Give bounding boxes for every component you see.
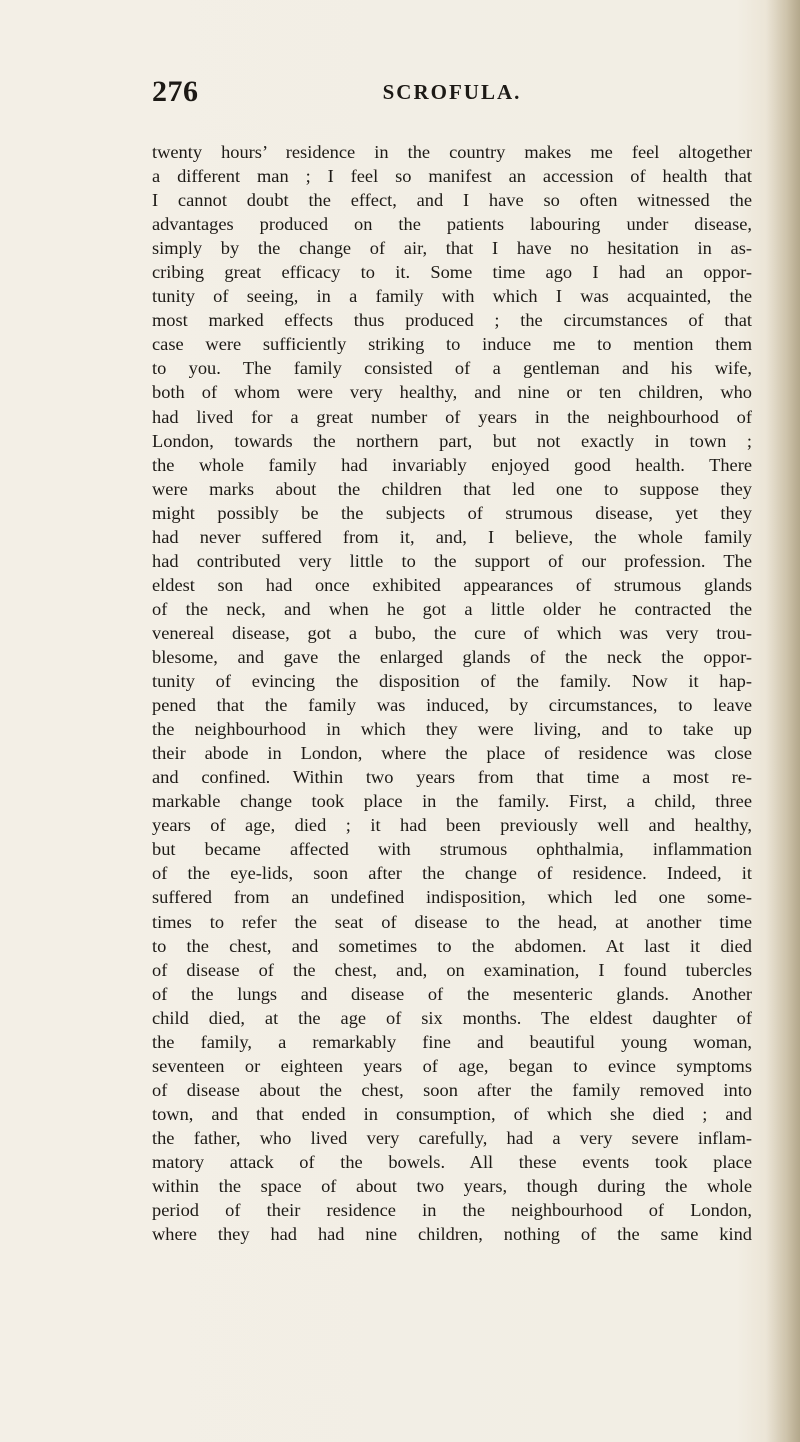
- text-line: within the space of about two years, though during the whole: [152, 1176, 752, 1197]
- text-line: but became affected with strumous ophthalmia, inflammation: [152, 839, 752, 860]
- text-line: the family, a remarkably fine and beautiful young woman,: [152, 1031, 752, 1052]
- text-line: London, towards the northern part, but not exactly in town ;: [152, 430, 752, 451]
- text-line: tunity of evincing the disposition of the family. Now it hap-: [152, 671, 752, 692]
- text-line: child died, at the age of six months. The eldest daughter of: [152, 1007, 752, 1028]
- text-line: both of whom were very healthy, and nine or ten children, who: [152, 382, 752, 403]
- text-line: markable change took place in the family. First, a child, three: [152, 791, 752, 812]
- text-line: pened that the family was induced, by circumstances, to leave: [152, 695, 752, 716]
- text-line: tunity of seeing, in a family with which I was acquainted, the: [152, 286, 752, 307]
- body-text: [152, 140, 752, 1246]
- text-line: the father, who lived very carefully, had a very severe inflam-: [152, 1127, 752, 1148]
- text-line: of disease about the chest, soon after the family removed into: [152, 1079, 752, 1100]
- text-line: of disease of the chest, and, on examination, I found tubercles: [152, 959, 752, 980]
- running-title: SCROFULA.: [382, 80, 522, 104]
- text-line: might possibly be the subjects of strumous disease, yet they: [152, 502, 752, 523]
- text-line: to the chest, and sometimes to the abdomen. At last it died: [152, 935, 752, 956]
- text-line: the neighbourhood in which they were living, and to take up: [152, 719, 752, 740]
- text-line: the whole family had invariably enjoyed good health. There: [152, 454, 752, 475]
- text-line: to you. The family consisted of a gentleman and his wife,: [152, 358, 752, 379]
- text-line: years of age, died ; it had been previously well and healthy,: [152, 815, 752, 836]
- text-line: seventeen or eighteen years of age, began to evince symptoms: [152, 1055, 752, 1076]
- text-line: cribing great efficacy to it. Some time ago I had an oppor-: [152, 262, 752, 283]
- text-line: period of their residence in the neighbourhood of London,: [152, 1200, 752, 1221]
- text-line: had lived for a great number of years in the neighbourhood of: [152, 406, 752, 427]
- page-edge-shadow: [766, 0, 800, 1442]
- text-line: of the eye-lids, soon after the change of residence. Indeed, it: [152, 863, 752, 884]
- text-line: of the lungs and disease of the mesenteric glands. Another: [152, 983, 752, 1004]
- text-line: eldest son had once exhibited appearances of strumous glands: [152, 574, 752, 595]
- page-header: [152, 75, 752, 115]
- text-line: simply by the change of air, that I have no hesitation in as-: [152, 238, 752, 259]
- text-line: their abode in London, where the place of residence was close: [152, 743, 752, 764]
- text-line: most marked effects thus produced ; the circumstances of that: [152, 310, 752, 331]
- text-line: case were sufficiently striking to induce me to mention them: [152, 334, 752, 355]
- text-line: times to refer the seat of disease to the head, at another time: [152, 911, 752, 932]
- text-line: blesome, and gave the enlarged glands of the neck the oppor-: [152, 646, 752, 667]
- text-line: matory attack of the bowels. All these events took place: [152, 1151, 752, 1172]
- text-line: where they had had nine children, nothing of the same kind: [152, 1224, 752, 1245]
- text-line: venereal disease, got a bubo, the cure of which was very trou-: [152, 622, 752, 643]
- text-line: had never suffered from it, and, I believe, the whole family: [152, 526, 752, 547]
- text-line: town, and that ended in consumption, of which she died ; and: [152, 1103, 752, 1124]
- text-line: were marks about the children that led one to suppose they: [152, 478, 752, 499]
- text-line: a different man ; I feel so manifest an accession of health that: [152, 166, 752, 187]
- text-line: suffered from an undefined indisposition, which led one some-: [152, 887, 752, 908]
- page-number: 276: [152, 75, 199, 108]
- text-line: I cannot doubt the effect, and I have so often witnessed the: [152, 190, 752, 211]
- text-line: of the neck, and when he got a little older he contracted the: [152, 598, 752, 619]
- text-line: and confined. Within two years from that time a most re-: [152, 767, 752, 788]
- text-line: had contributed very little to the support of our profession. The: [152, 550, 752, 571]
- text-line: advantages produced on the patients labouring under disease,: [152, 214, 752, 235]
- text-line: twenty hours’ residence in the country makes me feel altogether: [152, 142, 752, 162]
